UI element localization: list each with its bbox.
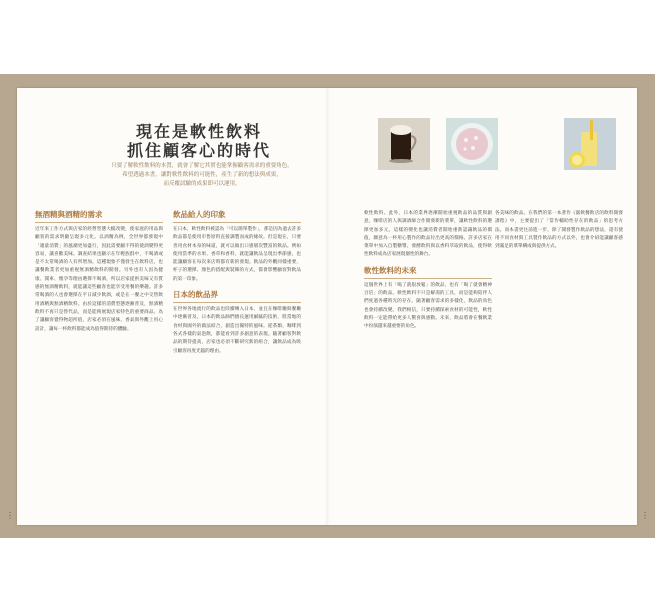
book-spread — [17, 88, 637, 525]
iced-drink-photo — [446, 118, 498, 170]
lemonade-photo — [564, 118, 616, 170]
intro-line: 而反覆試驗的成果即可以運用。 — [163, 181, 241, 187]
section-heading: 日本的飲品界 — [173, 290, 301, 303]
section-heading: 飲品給人的印象 — [173, 210, 301, 223]
coffee-glass-photo — [378, 118, 430, 170]
section-body: 這個世界上有「喝了就很放鬆」的飲品，也有「喝了就會精神百倍」的飲品。軟性飲料不只是解渴的工具，而是能夠陪伴人們度過各種時光的存在。隨著顧客需求的多樣化，飲品的角色也會持續改變。我們相信，只要持續探索食材的可能性，軟性飲料一定能帶給更多人驚喜與感動。未來，飲品將會在餐飲業中扮演越來越重要的角色。 — [364, 282, 492, 330]
text-column-1 — [35, 210, 163, 510]
section-body: 近年來工作方式與店家的經營型態大幅改變，使家庭的用品與顧客的需求明顯呈現多元化。以酒精為例，全世界都發現中「適量消費」的風潮更加盛行，因此需要顧不得的使酒變得更容易，讓喜歡美味。調查結果也顯示在年輕族群中，不喝酒或是不太常喝酒的人有所增加。這種現象不僅發生在飲料店，也讓餐飲業者更加重視無酒精飲料的開發。另外也有人因為健康、開車、懷孕等理由選擇不喝酒，所以店家提供美味又有質感的無酒精飲料，就能讓這些顧客也能享受用餐的樂趣。許多常喝酒的人也會選擇在平日減少飲酒，或是在一餐之中交替飲用酒精與無酒精飲料。由於這樣的消費型態逐漸普及，無酒精飲料不再只是替代品，而是能夠展現店家特色的重要商品。為了讓顧客覺得物超所值，店家必須在風味、香氣與外觀上用心設計，讓每一杯飲料都能成為值得期待的體驗。 — [35, 227, 163, 332]
section-body: 在世界各地流行的飲品也陸續傳入日本，並且在咖啡廳與餐廳中逐漸普及。日本的飲品師們擅長運用細膩的技術，將當地的食材與國外的做法結合，創造出獨特的風味。從茶類、咖啡到各式各樣的氣泡飲，都能看到許多創意的表現。隨著顧客對飲品的期待提高，店家也必須不斷研究新的組合，讓飲品成為吸引顧客再度光臨的理由。 — [173, 307, 301, 354]
section-heading: 無酒精與酒精的需求 — [35, 210, 163, 223]
section-body: 各美味的飲品。在我們的第一本著作《副飲餐飲店的飲料開發課程》中，主要提出了「當作輔助性存在的飲品」的思考方法。而本書更往前進一步，除了開發製作飲品的想法，還有使用不同食材與工具製作飲品的方式以外，也會介紹能讓顧客感到滿足的菜單構成與提供方式。 — [495, 211, 623, 250]
spread-title — [99, 122, 299, 160]
text-column-2 — [173, 210, 301, 510]
page-marker-left: ⋮ — [6, 511, 14, 520]
intro-line: 只要了解軟性飲料的本質，就會了解它其實也能掌握顧客需求的重要角色。 — [111, 163, 293, 169]
text-column-4 — [495, 210, 623, 510]
text-column-3 — [364, 210, 492, 510]
intro-text — [77, 162, 327, 189]
section-heading: 軟性飲料的未來 — [364, 266, 492, 279]
section-body: 軟性飲料。此外，日本的業界逐漸開始重視飲品的品質與創意，咖啡店的人與調酒師合作開發新的菜單，讓軟性飲料的選擇更加多元。這樣的變化也讓消費者開始重新認識飲品的價值，願意為一杯用心製作的飲品付出更高的價格。許多店家在菜單中加入自製糖漿、發酵飲料與以香料萃取的飲品，使得軟性飲料成為店家展現個性的舞台。 — [364, 211, 492, 258]
title-line-2: 抓住顧客心的時代 — [126, 141, 271, 160]
section-body: 在日本，軟性飲料被認為「可以簡單製作」，那是因為過去許多飲品都是使用市售原料直接調製而成的緣故。但是現在，只要善用食材本身的味道，就可以做出口感層次豐富的飲品。例如使用當季的水果、香草和香料，就能讓飲品呈現出季節感，也能讓顧客在每次來店時都有新的發現。飲品的外觀同樣重要，杯子的選擇、顏色的搭配與裝飾的方式，都會影響顧客對飲品的第一印象。 — [173, 227, 301, 282]
page-gutter — [326, 88, 330, 525]
title-line-1: 現在是軟性飲料 — [135, 122, 262, 141]
intro-line: 希望透過本書，讓對軟性飲料的可能性，產生了新的想法與成果， — [122, 172, 282, 178]
page-marker-right: ⋮ — [641, 511, 649, 520]
